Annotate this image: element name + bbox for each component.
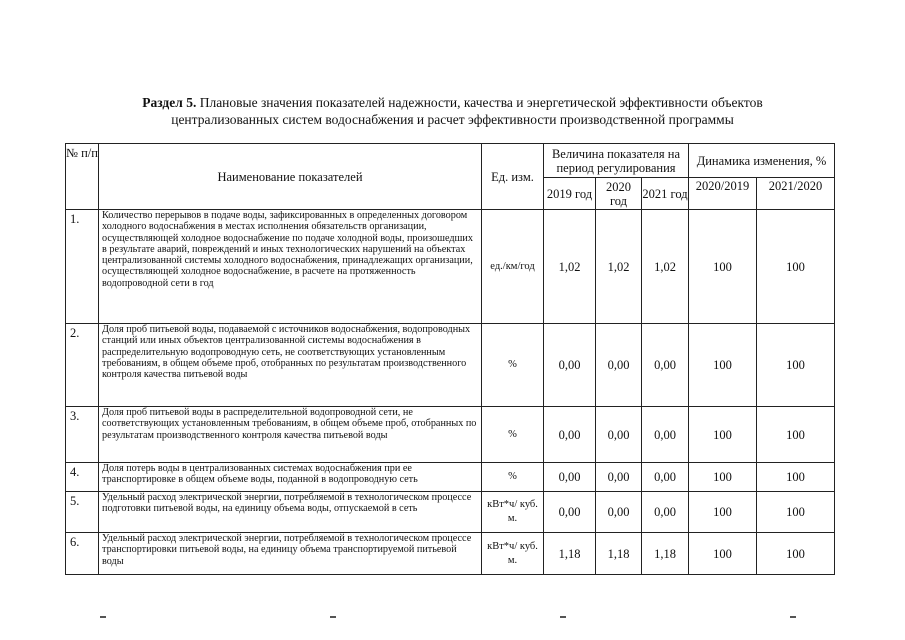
header-year-2020: 2020 год <box>596 178 642 210</box>
header-unit: Ед. изм. <box>482 144 544 210</box>
row-unit: кВт*ч/ куб. м. <box>482 492 544 533</box>
row-unit: % <box>482 324 544 407</box>
heading-line1: Плановые значения показателей надежности, качества и энергетической эффективности объектов <box>199 95 763 110</box>
header-period: Величина показателя на период регулирования <box>544 144 689 178</box>
row-num: 5. <box>66 492 99 533</box>
row-dyn-2021-2020: 100 <box>757 492 835 533</box>
row-dyn-2020-2019: 100 <box>689 407 757 463</box>
scan-artifacts <box>0 612 905 622</box>
row-value-2019: 1,02 <box>544 210 596 324</box>
row-value-2019: 0,00 <box>544 492 596 533</box>
row-name: Доля проб питьевой воды в распределительной водопроводной сети, не соответствующих установленным требованиям, в общем объеме проб, отобранных по результатам производственного контроля качества питьевой воды <box>99 407 482 463</box>
row-value-2020: 1,02 <box>596 210 642 324</box>
row-value-2019: 0,00 <box>544 463 596 492</box>
row-dyn-2020-2019: 100 <box>689 324 757 407</box>
row-dyn-2020-2019: 100 <box>689 210 757 324</box>
row-dyn-2020-2019: 100 <box>689 492 757 533</box>
table-row <box>66 210 835 324</box>
row-dyn-2021-2020: 100 <box>757 463 835 492</box>
header-dyn-2020-2019: 2020/2019 <box>689 178 757 210</box>
row-value-2020: 1,18 <box>596 533 642 575</box>
row-value-2020: 0,00 <box>596 324 642 407</box>
scan-mark <box>100 616 106 618</box>
header-year-2021: 2021 год <box>642 178 689 210</box>
row-unit: ед./км/год <box>482 210 544 324</box>
table-row <box>66 492 835 533</box>
row-dyn-2021-2020: 100 <box>757 407 835 463</box>
row-value-2021: 1,18 <box>642 533 689 575</box>
row-value-2019: 1,18 <box>544 533 596 575</box>
row-value-2020: 0,00 <box>596 407 642 463</box>
row-dyn-2020-2019: 100 <box>689 463 757 492</box>
row-name: Количество перерывов в подаче воды, зафиксированных в определенных договором холодного водоснабжения в местах исполнения обязательств организации, осуществляющей холодное водоснабжение по подаче холодной воды, произошедших в результате аварий, повреждений и иных технологических нарушений на объектах централизованной системы холодного водоснабжения, принадлежащих организации, осуществляющей холодное водоснабжение, в расчете на протяженность водопроводной сети в год <box>99 210 482 324</box>
scan-mark <box>560 616 566 618</box>
row-name: Удельный расход электрической энергии, потребляемой в технологическом процессе транспортировки питьевой воды, на единицу объема транспортируемой питьевой воды <box>99 533 482 575</box>
table-row <box>66 407 835 463</box>
table-row <box>66 533 835 575</box>
row-name: Удельный расход электрической энергии, потребляемой в технологическом процессе подготовки питьевой воды, на единицу объема воды, отпускаемой в сеть <box>99 492 482 533</box>
section-heading <box>60 94 845 128</box>
row-unit: % <box>482 407 544 463</box>
section-number: Раздел 5. <box>142 95 197 110</box>
header-dyn-2021-2020: 2021/2020 <box>757 178 835 210</box>
row-dyn-2021-2020: 100 <box>757 533 835 575</box>
row-value-2019: 0,00 <box>544 407 596 463</box>
heading-line2: централизованных систем водоснабжения и расчет эффективности производственной программы <box>171 112 734 127</box>
header-dynamics: Динамика изменения, % <box>689 144 835 178</box>
row-value-2020: 0,00 <box>596 492 642 533</box>
row-value-2021: 0,00 <box>642 492 689 533</box>
header-name: Наименование показателей <box>99 144 482 210</box>
indicators-table <box>65 143 835 575</box>
row-num: 2. <box>66 324 99 407</box>
row-num: 4. <box>66 463 99 492</box>
header-year-2019: 2019 год <box>544 178 596 210</box>
scan-mark <box>790 616 796 618</box>
row-num: 6. <box>66 533 99 575</box>
row-value-2019: 0,00 <box>544 324 596 407</box>
row-value-2021: 0,00 <box>642 324 689 407</box>
row-dyn-2021-2020: 100 <box>757 324 835 407</box>
row-num: 1. <box>66 210 99 324</box>
row-unit: кВт*ч/ куб. м. <box>482 533 544 575</box>
row-name: Доля проб питьевой воды, подаваемой с источников водоснабжения, водопроводных станций или иных объектов централизованной системы водоснабжения в распределительную водопроводную сеть, не соответствующих установленным требованиям, в общем объеме проб, отобранных по результатам производственного контроля качества питьевой воды <box>99 324 482 407</box>
table-row <box>66 324 835 407</box>
table-row <box>66 463 835 492</box>
row-unit: % <box>482 463 544 492</box>
row-num: 3. <box>66 407 99 463</box>
row-value-2021: 0,00 <box>642 407 689 463</box>
scan-mark <box>330 616 336 618</box>
row-dyn-2020-2019: 100 <box>689 533 757 575</box>
row-value-2021: 1,02 <box>642 210 689 324</box>
row-name: Доля потерь воды в централизованных системах водоснабжения при ее транспортировке в общем объеме воды, поданной в водопроводную сеть <box>99 463 482 492</box>
row-dyn-2021-2020: 100 <box>757 210 835 324</box>
row-value-2020: 0,00 <box>596 463 642 492</box>
header-num: № п/п <box>66 144 99 210</box>
row-value-2021: 0,00 <box>642 463 689 492</box>
